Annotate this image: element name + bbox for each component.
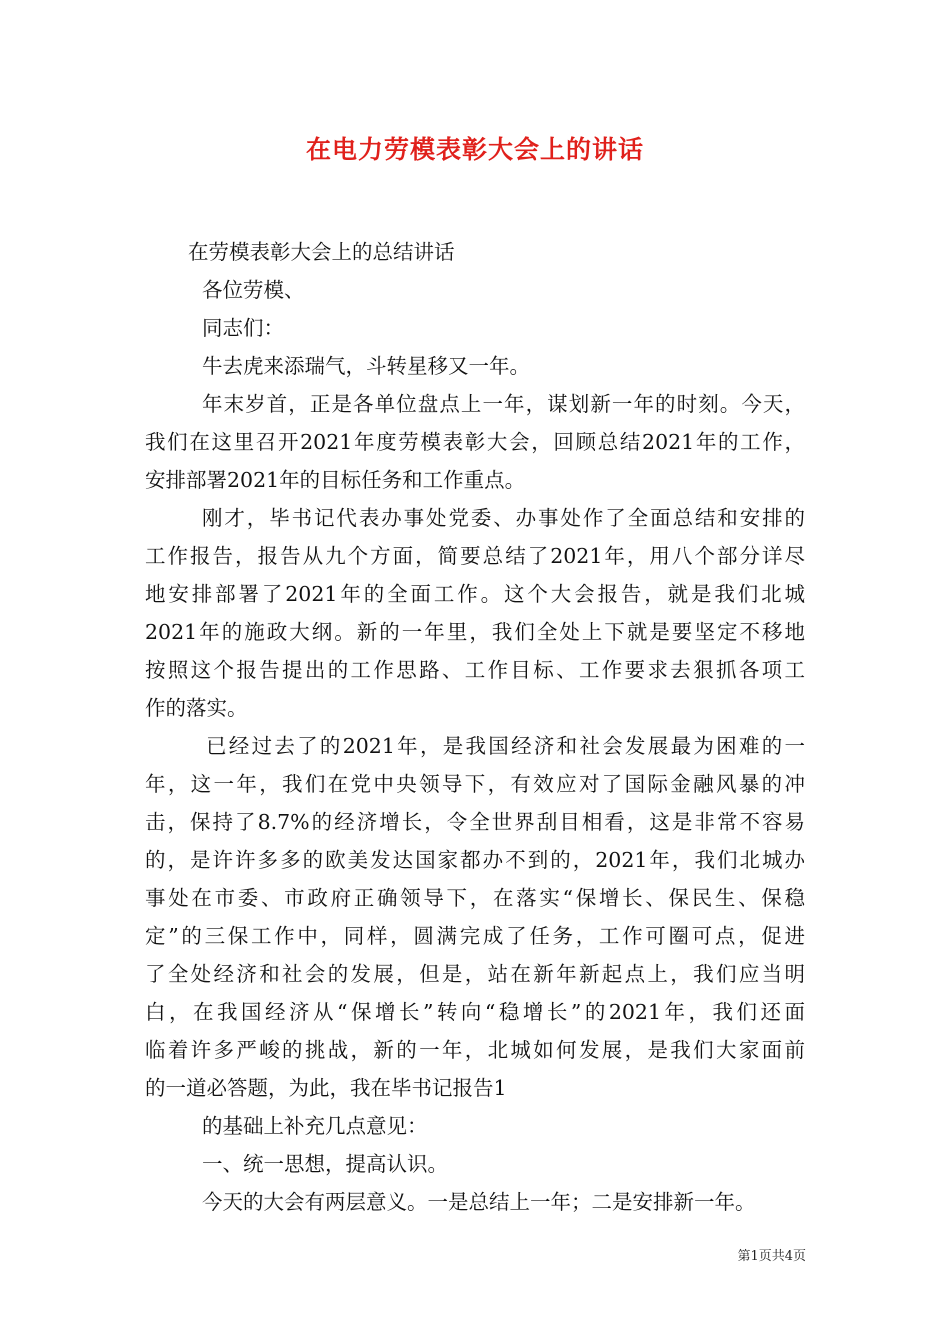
body-line: 我们在这里召开2021年度劳模表彰大会，回顾总结2021年的工作，	[145, 430, 805, 454]
body-line: 作的落实。	[145, 696, 248, 720]
body-line: 年，这一年，我们在党中央领导下，有效应对了国际金融风暴的冲	[145, 772, 805, 796]
body-line: 各位劳模、	[202, 278, 305, 302]
body-line: 牛去虎来添瑞气，斗转星移又一年。	[202, 354, 530, 378]
body-line: 临着许多严峻的挑战，新的一年，北城如何发展，是我们大家面前	[145, 1038, 805, 1062]
body-line: 工作报告，报告从九个方面，简要总结了2021年，用八个部分详尽	[145, 544, 805, 568]
body-line: 安排部署2021年的目标任务和工作重点。	[145, 468, 526, 492]
body-line: 了全处经济和社会的发展，但是，站在新年新起点上，我们应当明	[145, 962, 805, 986]
body-line: 在劳模表彰大会上的总结讲话	[188, 240, 455, 264]
body-line: 一、统一思想，提高认识。	[202, 1152, 448, 1176]
body-line: 2021年的施政大纲。新的一年里，我们全处上下就是要坚定不移地	[145, 620, 805, 644]
body-line: 今天的大会有两层意义。一是总结上一年；二是安排新一年。	[202, 1190, 756, 1214]
body-line: 击，保持了8.7%的经济增长，令全世界刮目相看，这是非常不容易	[145, 810, 805, 834]
body-line: 年末岁首，正是各单位盘点上一年，谋划新一年的时刻。今天，	[202, 392, 805, 416]
body-line: 事处在市委、市政府正确领导下，在落实“保增长、保民生、保稳	[145, 886, 805, 910]
body-line: 刚才，毕书记代表办事处党委、办事处作了全面总结和安排的	[202, 506, 805, 530]
body-line: 同志们：	[202, 316, 284, 340]
body-line: 定”的三保工作中，同样，圆满完成了任务，工作可圈可点，促进	[145, 924, 805, 948]
body-line: 的，是许许多多的欧美发达国家都办不到的，2021年，我们北城办	[145, 848, 805, 872]
body-line: 按照这个报告提出的工作思路、工作目标、工作要求去狠抓各项工	[145, 658, 805, 682]
body-line: 地安排部署了2021年的全面工作。这个大会报告，就是我们北城	[145, 582, 805, 606]
body-line: 已经过去了的2021年，是我国经济和社会发展最为困难的一	[206, 734, 805, 758]
document-body	[145, 233, 805, 1221]
page-footer: 第1页共4页	[737, 1249, 806, 1264]
body-line: 白，在我国经济从“保增长”转向“稳增长”的2021年，我们还面	[145, 1000, 805, 1024]
body-line: 的一道必答题，为此，我在毕书记报告1	[145, 1076, 507, 1100]
body-line: 的基础上补充几点意见：	[202, 1114, 428, 1138]
document-title: 在电力劳模表彰大会上的讲话	[305, 135, 644, 164]
